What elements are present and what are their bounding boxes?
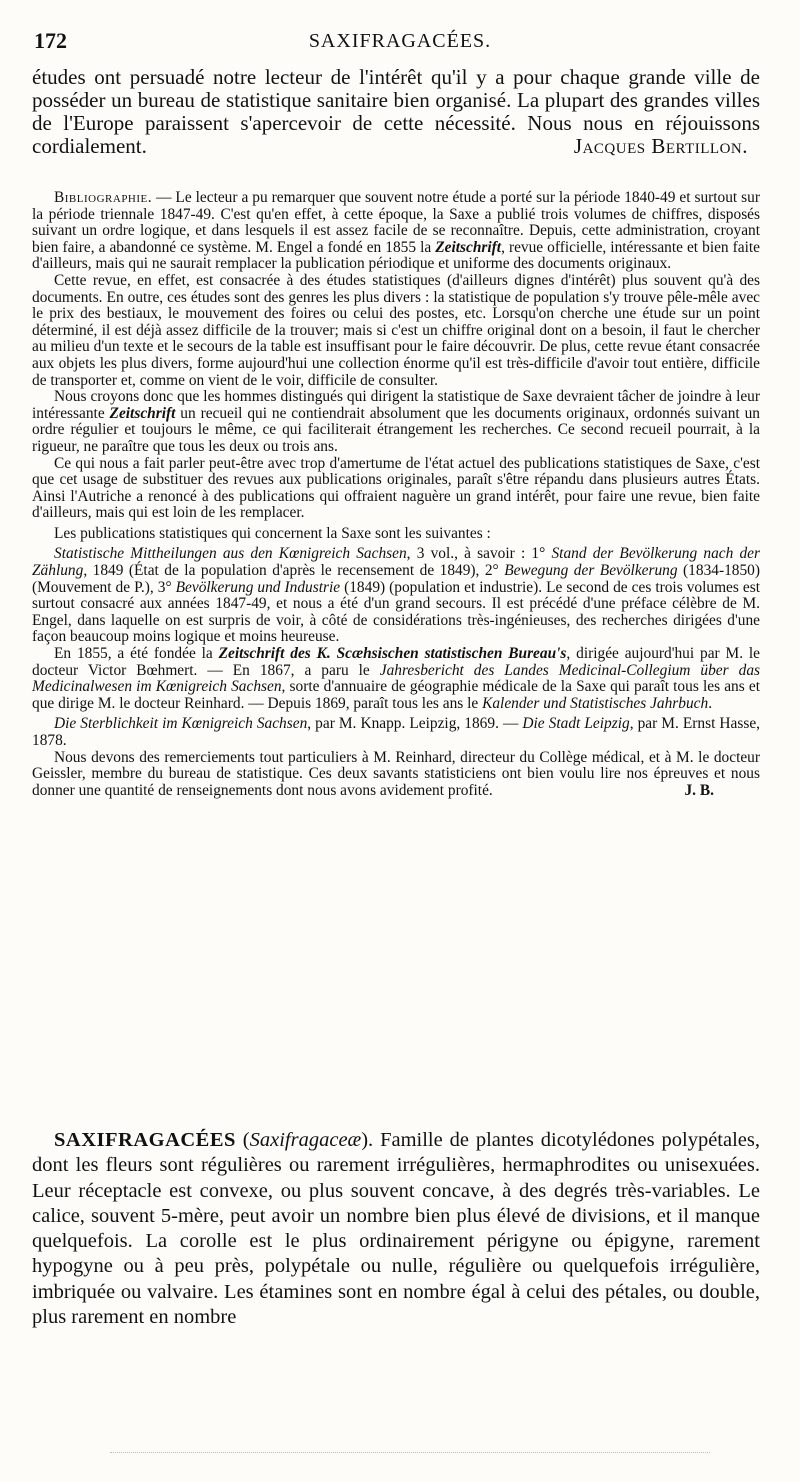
journal-title: Zeitschrift: [109, 404, 176, 422]
reference-entry: [32, 546, 760, 646]
bibliography-text: un recueil qui ne contiendrait absolument que les documents originaux, ordonnés suivant un ordre régulier et toujours le même, ce qui faciliterait étrangement les recherches. Ce second recueil pourrait, à la rigueur, ne paraître que tous les deux ou trois ans.: [32, 404, 760, 455]
reference-text: , dirigée aujourd'hui par M. le docteur Victor Bœhmert. — En 1867, a paru le: [32, 645, 761, 679]
reference-title: Statistische Mittheilungen aus den Kœnigreich Sachsen: [54, 545, 407, 563]
reference-title: Die Sterblichkeit im Kœnigreich Sachsen: [54, 715, 308, 733]
bibliography-text: Nous croyons donc que les hommes distingués qui dirigent la statistique de Saxe devraient tâcher de joindre à leur intéressante: [32, 388, 760, 422]
reference-text: , 1849 (État de la population d'après le recensement de 1849), 2°: [83, 562, 505, 580]
reference-text: , sorte d'annuaire de géographie médicale de la Saxe qui paraît tous les ans et que dirige M. le docteur Reinhard. — Depuis 1869, paraît tous les ans le: [32, 678, 760, 712]
reference-title: Die Stadt Leipzig: [522, 715, 630, 733]
page-header: [34, 28, 766, 56]
reference-title: Kalender und Statistisches Jahrbuch: [482, 694, 709, 712]
article-headword: SAXIFRAGACÉES: [54, 1129, 236, 1151]
reference-title: Bewegung der Bevölkerung: [504, 562, 678, 580]
bibliography-paragraph: [32, 190, 760, 273]
acknowledgement-text: Nous devons des remerciements tout particuliers à M. Reinhard, directeur du Collège médical, et à M. le docteur Geissler, membre du bureau de statistique. Ces deux savants statisticiens ont bien voulu lire nos épreuves et nous donner une quantité de renseignements dont nous avons avidement profité.: [32, 748, 760, 799]
intro-text: études ont persuadé notre lecteur de l'intérêt qu'il y a pour chaque grande ville de posséder un bureau de statistique sanitaire bien organisé. La plupart des grandes villes de l'Europe paraissent s'apercevoir de cette nécessité. Nous nous en réjouissons cordialement.: [32, 65, 760, 158]
article-paragraph: [32, 1128, 760, 1330]
article-text: (: [235, 1129, 250, 1151]
bottom-rule: [110, 1452, 710, 1454]
reference-title: Zeitschrift des K. Scæhsischen statistischen Bureau's: [218, 645, 567, 663]
article-entry: [32, 1128, 760, 1330]
reference-text: (1834-1850) (Mouvement de P.), 3°: [32, 562, 760, 596]
reference-title: Jahresbericht des Landes Medicinal-Collegium über das Medicinalwesen im Kœnigreich Sachsen: [32, 661, 760, 696]
page-number: 172: [34, 28, 67, 53]
bibliography-text: — Le lecteur a pu remarquer que souvent notre étude a porté sur la période 1840-49 et surtout sur la période triennale 1847-49. C'est qu'en effet, à cette époque, la Saxe a publié trois volumes de chiffres, disposés suivant un ordre logique, et dans lesquels il est assez facile de se reconnaître. Depuis, cette administration, croyant bien faire, a abandonné ce système. M. Engel a fondé en 1855 la: [32, 189, 760, 256]
author-initials: J. B.: [684, 781, 714, 799]
author-signature: Jacques Bertillon.: [573, 134, 748, 158]
reference-title: Bevölkerung und Industrie: [175, 578, 341, 596]
reference-text: , par M. Ernst Hasse, 1878.: [32, 715, 761, 749]
reference-entry: [32, 716, 760, 749]
bibliography-text: , revue officielle, intéressante et bien faite d'ailleurs, mais qui ne saurait remplacer la publication périodique et uniforme des documents originaux.: [32, 238, 760, 273]
article-text: ).: [361, 1129, 374, 1151]
reference-text: .: [708, 694, 713, 712]
bibliography-heading: Bibliographie.: [54, 189, 153, 206]
article-text: Famille de plantes dicotylédones polypétales, dont les fleurs sont régulières ou rarement irrégulières, hermaphrodites ou unisexuées. Leur réceptacle est convexe, ou plus souvent concave, à des degrés très-variables. Le calice, souvent 5-mère, peut avoir un nombre bien plus élevé de divisions, et il manque quelquefois. La corolle est le plus ordinairement périgyne ou épigyne, rarement hypogyne ou à peu près, polypétale ou nulle, régulière ou quelquefois irrégulière, imbriquée ou valvaire. Les étamines sont en nombre égal à celui des pétales, ou double, plus rarement en nombre: [32, 1129, 760, 1329]
reference-entry: [32, 646, 760, 712]
bibliography-paragraph: Les publications statistiques qui concernent la Saxe sont les suivantes :: [54, 524, 491, 542]
bibliography-paragraph: Ce qui nous a fait parler peut-être avec trop d'amertume de l'état actuel des publications statistiques de Saxe, c'est que cet usage de substituer des revues aux publications originales, paraît s'être répandu dans plusieurs autres États. Ainsi l'Autriche a renoncé à des publications qui offraient naguère un grand intérêt, pour faire une revue, bien faite d'ailleurs, mais qui est loin de les remplacer.: [32, 454, 760, 522]
bibliography-paragraph: [32, 389, 760, 455]
bibliography-section: [32, 190, 760, 799]
reference-text: , 3 vol., à savoir : 1°: [406, 545, 552, 563]
intro-paragraph: [32, 66, 760, 158]
reference-text: (1849) (population et industrie). Le second de ces trois volumes est surtout consacré aux années 1847-49, et nous a été d'un grand secours. Il est précédé d'une préface célèbre de M. Engel, dans laquelle on est surpris de voir, à côté de considérations très-ingénieuses, des recherches dirigées d'une façon beaucoup moins logique et moins heureuse.: [32, 578, 760, 646]
acknowledgement-paragraph: [32, 750, 760, 800]
reference-text: En 1855, a été fondée la: [54, 645, 219, 663]
journal-title: Zeitschrift: [435, 238, 502, 256]
reference-text: , par M. Knapp. Leipzig, 1869. —: [307, 715, 523, 733]
reference-title: Stand der Bevölkerung nach der Zählung: [32, 545, 760, 580]
article-latin-name: Saxifragaceæ: [249, 1129, 362, 1151]
bibliography-paragraph: Cette revue, en effet, est consacrée à des études statistiques (d'ailleurs dignes d'intérêt) plus souvent qu'à des documents. En outre, ces études sont des genres les plus divers : la statistique de population s'y trouve pêle-mêle avec le prix des bestiaux, le mouvement des foires ou celui des postes, etc. Lorsqu'on cherche une étude sur un point déterminé, il est déjà assez difficile de la trouver; mais si c'est un chiffre original dont on a besoin, il faut le chercher au milieu d'un texte et le secours de la table est insuffisant pour le faire découvrir. De plus, cette revue étant consacrée aux objets les plus divers, forme aujourd'hui une collection énorme qu'il est très-difficile d'avoir tout entière, difficile de transporter et, comme on vient de le voir, difficile de consulter.: [32, 271, 760, 389]
running-head: SAXIFRAGACÉES.: [308, 30, 492, 52]
